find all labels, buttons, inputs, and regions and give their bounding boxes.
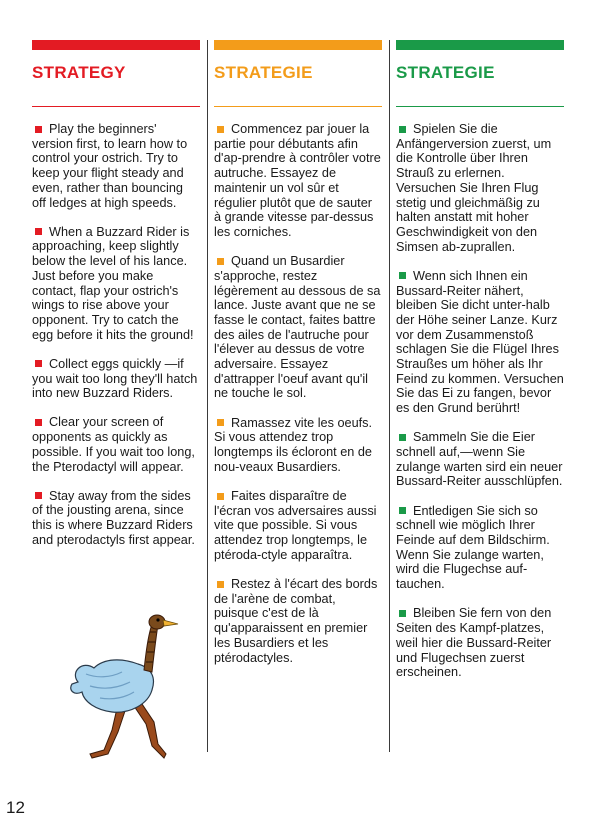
- english-tip-4: [32, 415, 200, 474]
- tip-text: Bleiben Sie fern von den Seiten des Kampf-platzes, weil hier die Bussard-Reiter und Flugechsen zuerst erscheinen.: [396, 606, 552, 680]
- french-tip-3: [214, 416, 382, 475]
- bullet-icon: [399, 272, 406, 279]
- bullet-icon: [217, 581, 224, 588]
- english-tip-1: [32, 122, 200, 210]
- tip-text: Play the beginners' version first, to learn how to control your ostrich. Try to keep your flight steady and even, rather than bouncing off ledges at high speeds.: [32, 122, 188, 210]
- german-tip-3: [396, 430, 564, 489]
- french-tip-4: [214, 489, 382, 563]
- german-heading: STRATEGIE: [396, 63, 495, 82]
- bullet-icon: [35, 228, 42, 235]
- english-items: [32, 122, 200, 562]
- french-items: [214, 122, 382, 680]
- tip-text: When a Buzzard Rider is approaching, keep slightly below the level of his lance. Just before you make contact, flap your ostrich's wings to rise above your opponent. Try to catch the egg before it hits the ground!: [32, 224, 194, 342]
- english-heading-rule: [32, 106, 200, 107]
- tip-text: Commencez par jouer la partie pour débutants afin d'ap-prendre à contrôler votre autruche. Essayez de maintenir un vol sûr et régulier plutôt que de sauter à grande vitesse par-dessus les corniches.: [214, 122, 381, 239]
- bullet-icon: [399, 507, 406, 514]
- bullet-icon: [399, 610, 406, 617]
- english-tip-2: [32, 225, 200, 343]
- french-column: [214, 40, 382, 665]
- bullet-icon: [217, 419, 224, 426]
- tip-text: Stay away from the sides of the jousting arena, since this is where Buzzard Riders and pterodactyls first appear.: [32, 488, 195, 547]
- french-tip-5: [214, 577, 382, 665]
- tip-text: Wenn sich Ihnen ein Bussard-Reiter nähert, bleiben Sie dicht unter-halb der Höhe seiner Lanze. Kurz vor dem Zusammenstoß schlagen Sie die Flügel Ihres Straußes um höher als Ihr Feind zu kommen. Versuchen Sie das Ei zu fangen, bevor es den Grund berührt!: [396, 268, 564, 416]
- column-divider-1: [207, 40, 208, 752]
- ostrich-neck: [144, 624, 158, 672]
- bullet-icon: [217, 493, 224, 500]
- french-heading: STRATEGIE: [214, 63, 313, 82]
- english-tip-5: [32, 489, 200, 548]
- bullet-icon: [35, 492, 42, 499]
- tip-text: Clear your screen of opponents as quickly as possible. If you wait too long, the Pterodactyl will appear.: [32, 415, 195, 474]
- french-tip-2: [214, 254, 382, 401]
- english-heading: STRATEGY: [32, 63, 126, 82]
- bullet-icon: [399, 434, 406, 441]
- tip-text: Ramassez vite les oeufs. Si vous attendez trop longtemps ils écloront en de nou-veaux Busardiers.: [214, 415, 373, 474]
- ostrich-head: [149, 615, 165, 629]
- ostrich-front-leg: [134, 704, 166, 758]
- german-tip-4: [396, 504, 564, 592]
- ostrich-body: [71, 660, 154, 712]
- english-tip-3: [32, 357, 200, 401]
- french-heading-rule: [214, 106, 382, 107]
- bullet-icon: [35, 360, 42, 367]
- french-color-bar: [214, 40, 382, 50]
- english-color-bar: [32, 40, 200, 50]
- bullet-icon: [217, 258, 224, 265]
- german-color-bar: [396, 40, 564, 50]
- german-tip-2: [396, 269, 564, 416]
- bullet-icon: [35, 126, 42, 133]
- bullet-icon: [399, 126, 406, 133]
- column-divider-2: [389, 40, 390, 752]
- ostrich-icon: [60, 612, 200, 762]
- tip-text: Spielen Sie die Anfängerversion zuerst, um die Kontrolle über Ihren Strauß zu erlernen. Versuchen Sie Ihren Flug stetig und gleichmäßig zu halten anstatt mit hoher Geschwindigkeit von den Simsen ab-zuprallen.: [396, 122, 552, 254]
- tip-text: Quand un Busardier s'approche, restez légèrement au dessous de sa lance. Juste avant que ne se fasse le contact, faites battre des ailes de l'autruche pour l'élever au dessus de votre adversaire. Essayez d'attrapper l'oeuf avant qu'il ne touche le sol.: [214, 254, 381, 401]
- bullet-icon: [217, 126, 224, 133]
- german-column: [396, 40, 564, 680]
- german-heading-rule: [396, 106, 564, 107]
- tip-text: Entledigen Sie sich so schnell wie möglich Ihrer Feinde auf dem Bildschirm. Wenn Sie zulange warten, wird die Flugechse auf-tauchen.: [396, 503, 550, 592]
- tip-text: Collect eggs quickly —if you wait too long they'll hatch into new Buzzard Riders.: [32, 356, 198, 401]
- tip-text: Restez à l'écart des bords de l'arène de combat, puisque c'est de là qu'apparaissent en premier les Busardiers et les ptérodactyles.: [214, 576, 378, 665]
- english-column: [32, 40, 200, 547]
- german-tip-1: [396, 122, 564, 254]
- tip-text: Faites disparaître de l'écran vos adversaires aussi vite que possible. Si vous attendez trop longtemps, le ptéroda-ctyle apparaîtra.: [214, 488, 377, 562]
- ostrich-beak: [163, 620, 178, 626]
- german-items: [396, 122, 564, 694]
- german-tip-5: [396, 606, 564, 680]
- ostrich-eye: [156, 618, 159, 621]
- french-tip-1: [214, 122, 382, 240]
- bullet-icon: [35, 419, 42, 426]
- tip-text: Sammeln Sie die Eier schnell auf,—wenn Sie zulange warten sird ein neuer Bussard-Reiter ausschlüpfen.: [396, 430, 563, 489]
- page-number: 12: [6, 798, 25, 817]
